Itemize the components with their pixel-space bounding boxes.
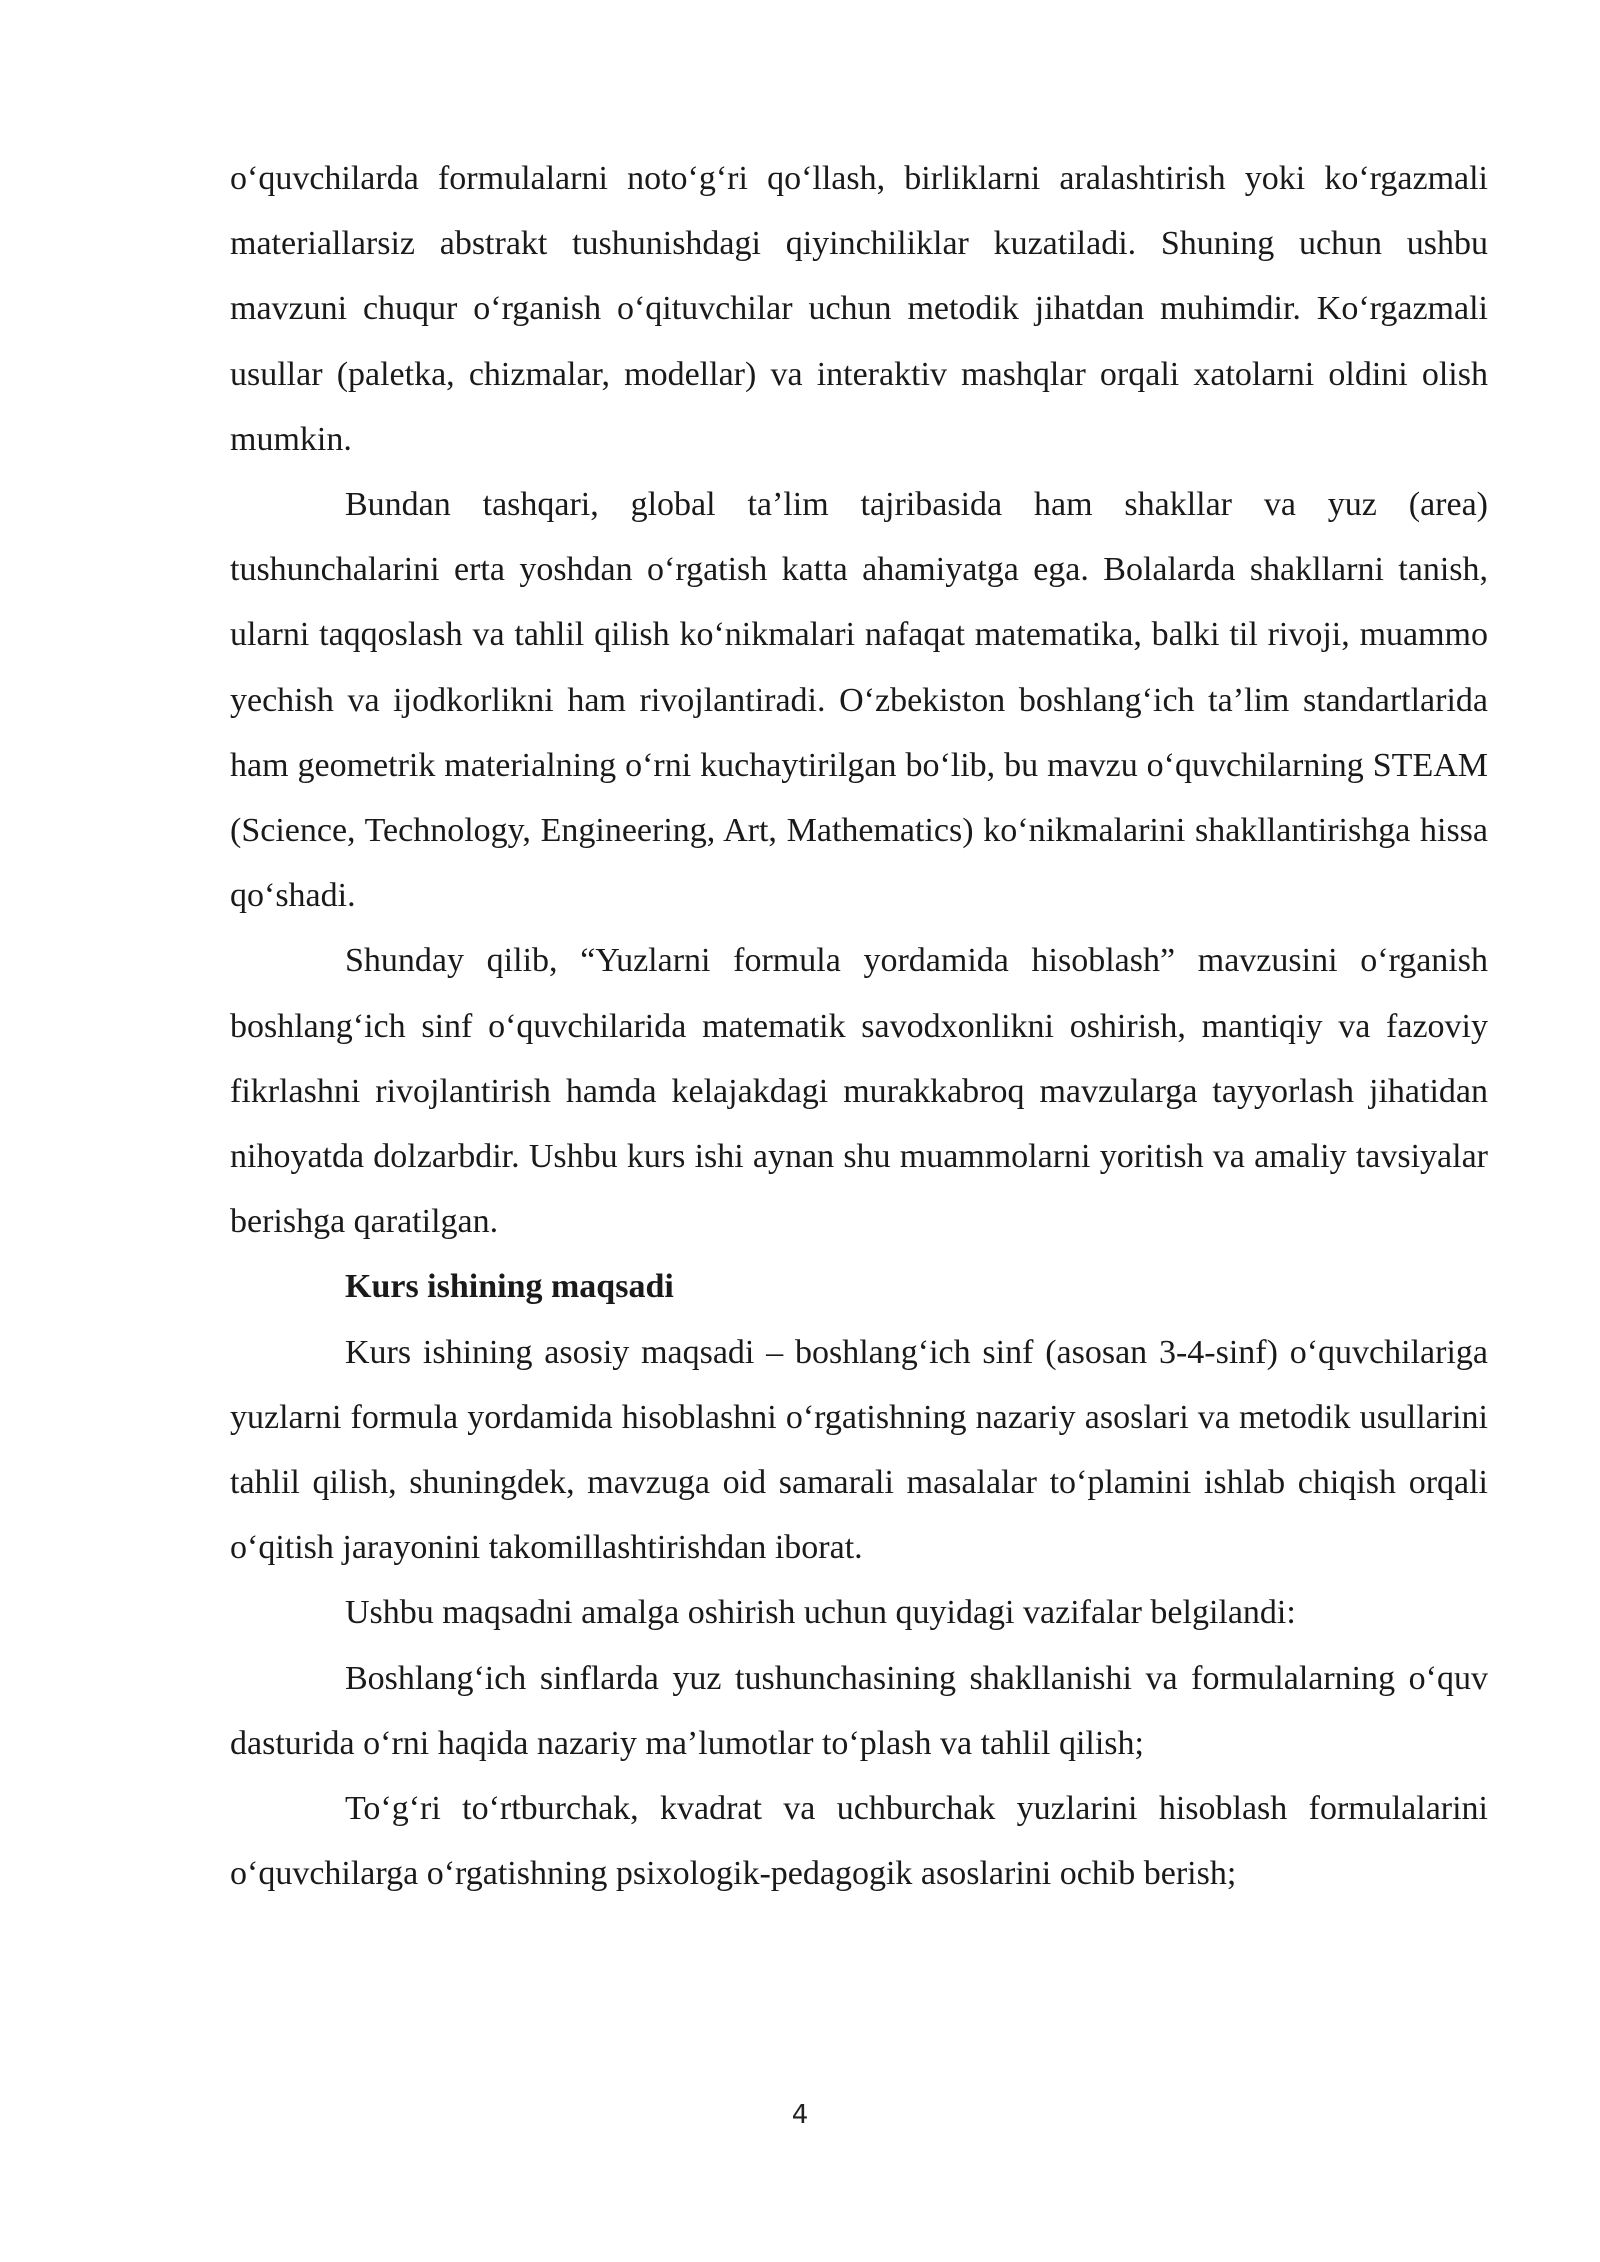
paragraph-6: Boshlang‘ich sinflarda yuz tushunchasining shakllanishi va formulalarning o‘quv dasturida o‘rni haqida nazariy ma’lumotlar to‘plash va tahlil qilish; [230, 1659, 1488, 1762]
section-heading: Kurs ishining maqsadi [345, 1268, 674, 1306]
paragraph-4: Kurs ishining asosiy maqsadi – boshlang‘ich sinf (asosan 3-4-sinf) o‘quvchilariga yuzlarni formula yordamida hisoblashni o‘rgatishning nazariy asoslari va metodik usullarini tahlil qilish, shuningdek, mavzuga oid samarali masalalar to‘plamini ishlab chiqish orqali o‘qitish jarayonini takomillashtirishdan iborat. [230, 1333, 1488, 1567]
paragraph-7: To‘g‘ri to‘rtburchak, kvadrat va uchburchak yuzlarini hisoblash formulalarini o‘quvchilarga o‘rgatishning psixologik-pedagogik asoslarini ochib berish; [230, 1790, 1488, 1893]
document-page [230, 146, 1488, 1906]
paragraph-3: Shunday qilib, “Yuzlarni formula yordamida hisoblash” mavzusini o‘rganish boshlang‘ich sinf o‘quvchilarida matematik savodxonlikni oshirish, mantiqiy va fazoviy fikrlashni rivojlantirish hamda kelajakdagi murakkabroq mavzularga tayyorlash jihatidan nihoyatda dolzarbdir. Ushbu kurs ishi aynan shu muammolarni yoritish va amaliy tavsiyalar berishga qaratilgan. [230, 942, 1488, 1241]
paragraph-5: Ushbu maqsadni amalga oshirish uchun quyidagi vazifalar belgilandi: [345, 1594, 1296, 1632]
page-number: 4 [791, 2100, 809, 2130]
paragraph-2: Bundan tashqari, global ta’lim tajribasida ham shakllar va yuz (area) tushunchalarini erta yoshdan o‘rgatish katta ahamiyatga ega. Bolalarda shakllarni tanish, ularni taqqoslash va tahlil qilish ko‘nikmalari nafaqat matematika, balki til rivoji, muammo yechish va ijodkorlikni ham rivojlantiradi. O‘zbekiston boshlang‘ich ta’lim standartlarida ham geometrik materialning o‘rni kuchaytirilgan bo‘lib, bu mavzu o‘quvchilarning STEAM (Science, Technology, Engineering, Art, Mathematics) ko‘nikmalarini shakllantirishga hissa qo‘shadi. [230, 486, 1488, 915]
paragraph-1: o‘quvchilarda formulalarni noto‘g‘ri qo‘llash, birliklarni aralashtirish yoki ko‘rgazmali materiallarsiz abstrakt tushunishdagi qiyinchiliklar kuzatiladi. Shuning uchun ushbu mavzuni chuqur o‘rganish o‘qituvchilar uchun metodik jihatdan muhimdir. Ko‘rgazmali usullar (paletka, chizmalar, modellar) va interaktiv mashqlar orqali xatolarni oldini olish mumkin. [230, 160, 1488, 458]
